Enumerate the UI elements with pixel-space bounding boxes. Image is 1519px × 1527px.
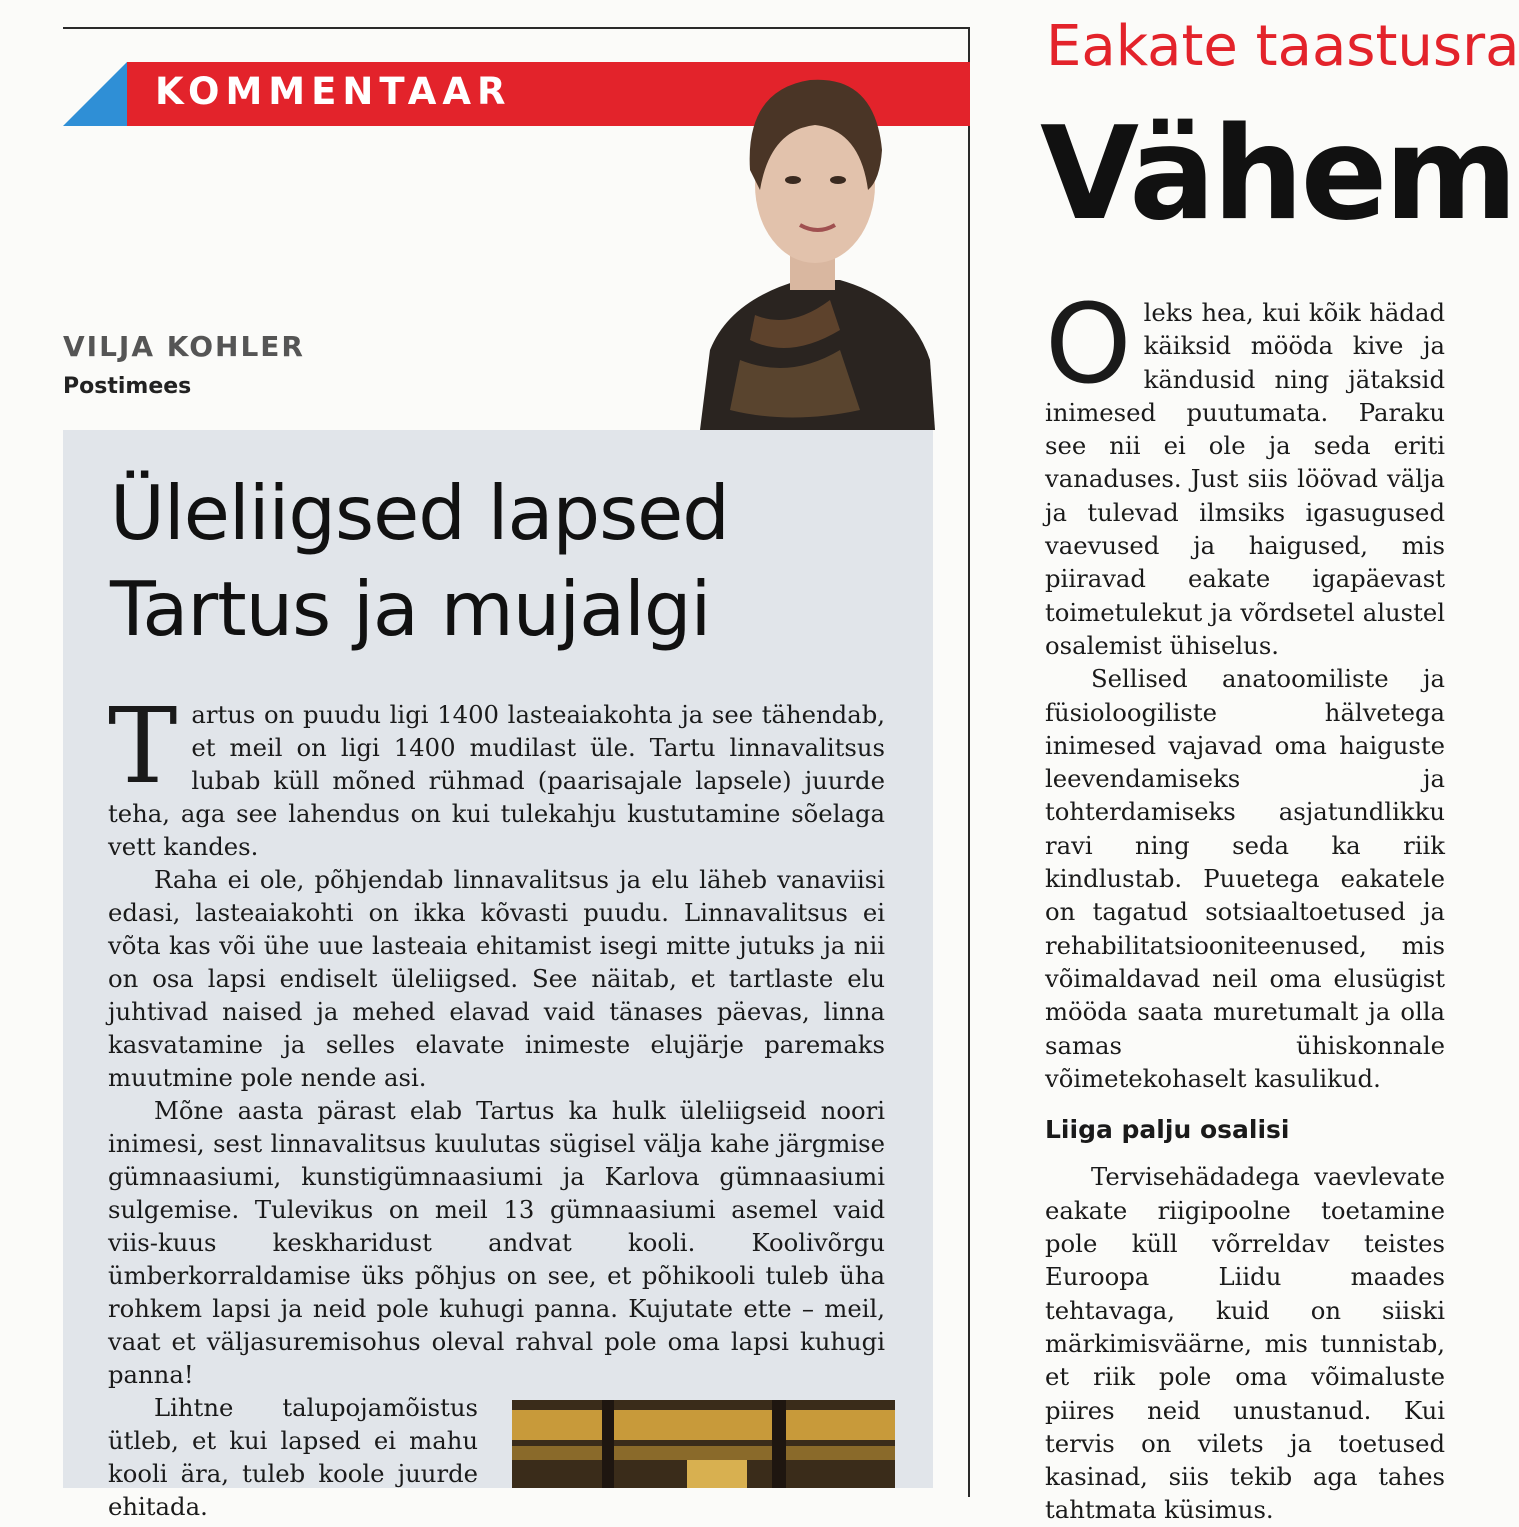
right-kicker: Eakate taastusra [1046,14,1519,79]
paragraph-4: Lihtne talupojamõistus ütleb, et kui lapsed ei mahu kooli ära, tuleb koole juurde ehitada. [108,1393,478,1521]
right-headline: Vähem [1040,100,1515,249]
author-portrait [640,30,940,430]
right-paragraph-3: Tervisehädadega vaevlevate eakate riigipoolne toetamine pole küll võrreldav teistes Euroopa Liidu maades tehtavaga, kuid on siiski märkimisväärne, mis tunnistab, et riik pole oma võimaluste piires neid unustanud. Kui tervis on vilets ja toetused kasinad, siis tekib aga tahes tahtmata küsimus. [1045,1162,1445,1525]
right-subhead: Liiga palju osalisi [1045,1115,1290,1145]
paragraph-1-text: artus on puudu ligi 1400 lasteaiakohta ja see tähendab, et meil on ligi 1400 mudilast üle. Tartu linnavalitsus lubab küll mõned rühmad (paarisajale lapsele) juurde teha, aga see lahendus on kui tulekahju kustutamine sõelaga vett kandes. [108,700,885,861]
article-body-right [1045,280,1445,1527]
headline-line-2: Tartus ja mujalgi [110,565,711,653]
author-outlet: Postimees [63,374,192,399]
dropcap-o: O [1045,280,1132,408]
paragraph-3: Mõne aasta pärast elab Tartus ka hulk üleliigseid noori inimesi, sest linnavalitsus kuulutas sügisel välja kahe järgmise gümnaasiumi, kunstigümnaasiumi ja Karlova gümnaasiumi sulgemise. Tulevikus on meil 13 gümnaasiumi asemel vaid viis-kuus keskharidust andvat kooli. Koolivõrgu ümberkorraldamise üks põhjus on see, et põhikooli tuleb üha rohkem lapsi ja neid pole kuhugi panna. Kujutate ette – meil, vaat et väljasuremisohus oleval rahval pole oma lapsi kuhugi panna! [108,1096,885,1389]
right-paragraph-1-text: leks hea, kui kõik hädad käiksid mööda kive ja kändusid ning jätaksid inimesed puutumata. Paraku see nii ei ole ja seda eriti vanaduses. Just siis löövad välja ja tulevad ilmsiks igasugused vaevused ja haigused, mis piiravad eakate igapäevast toimetulekut ja võrdsetel alustel osalemist ühiselus. [1045,298,1445,660]
article-headline [110,465,920,657]
headline-line-1: Üleliigsed lapsed [110,469,729,557]
banner-label: KOMMENTAAR [155,70,512,113]
paragraph-1 [108,685,885,863]
paragraph-2: Raha ei ole, põhjendab linnavalitsus ja elu läheb vanaviisi edasi, lasteaiakohti on ikka kõvasti puudu. Linnavalitsus ei võta kas või ühe uue lasteaia ehitamist isegi mitte jutuks ja nii on osa lapsi endiselt üleliigsed. See näitab, et tartlaste elu juhtivad naised ja mehed elavad vaid tänases päevas, linna kasvatamine ja selles elavate inimeste elujärje paremaks muutmine pole nende asi. [108,865,885,1092]
right-paragraph-1 [1045,280,1445,662]
right-paragraph-2: Sellised anatoomiliste ja füsioloogiliste hälvetega inimesed vajavad oma haiguste leevendamiseks ja tohterdamiseks asjatundlikku ravi ning seda ka riik kindlustab. Puuetega eakatele on tagatud sotsiaaltoetused ja rehabilitatsiooniteenused, mis võimaldavad neil oma elusügist mööda saata muretumalt ja olla samas ühiskonnale võimetekohaselt kasulikud. [1045,664,1445,1093]
inset-photo [512,1400,895,1488]
author-name: VILJA KOHLER [63,330,305,363]
dropcap-t: T [108,685,178,807]
banner-triangle [63,62,127,126]
